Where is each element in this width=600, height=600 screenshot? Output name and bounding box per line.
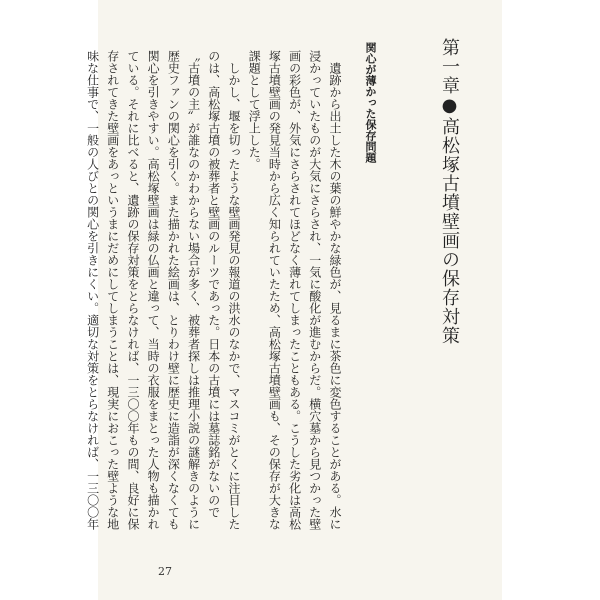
paragraph: しかし、堰を切ったような壁画発見の報道の洪水のなかで、マスコミがとくに注目したのは、高松塚古墳の被葬者と壁画のルーツであった。日本の古墳には墓誌銘がないので〝古墳の主〟が誰なのかわからない場合が多く、被葬者探しは推理小説の謎解きのように歴史ファンの関心を引く。また描かれた絵画は、とりわけ壁に歴史に造詣が深くなくても関心を引きやすい。高松塚壁画は緑の仏画と違って、当時の衣服をまとった人物も描かれている。それに比べると、遺跡の保存対策をとらなければ、一三〇〇年もの間、良好に保存されてきた壁画をあっというまにだめにしてしまうことは、現実におこった壁ような地味な仕事で、一般の人びとの関心を引きにくい。適切な対策をとらなければ、一三〇〇年 — [85, 50, 241, 530]
page-number: 27 — [158, 565, 172, 578]
section-heading: 関心が薄かった保存問題 — [364, 42, 377, 163]
paragraph: 遺跡から出土した木の葉の鮮やかな緑色が、見るまに茶色に変色することがある。水に浸かっていたものが大気にさらされ、一気に酸化が進むからだ。横穴墓から見つかった壁画の彩色が、外気にさらされてほどなく薄れてしまったこともある。こうした劣化は高松塚古墳壁画の発見当時から広く知られていたため、高松塚古墳壁画も、その保存が大きな課題として浮上した。 — [247, 50, 342, 530]
chapter-title: 第一章●高松塚古墳壁画の保存対策 — [439, 38, 460, 345]
body-text — [85, 50, 345, 540]
